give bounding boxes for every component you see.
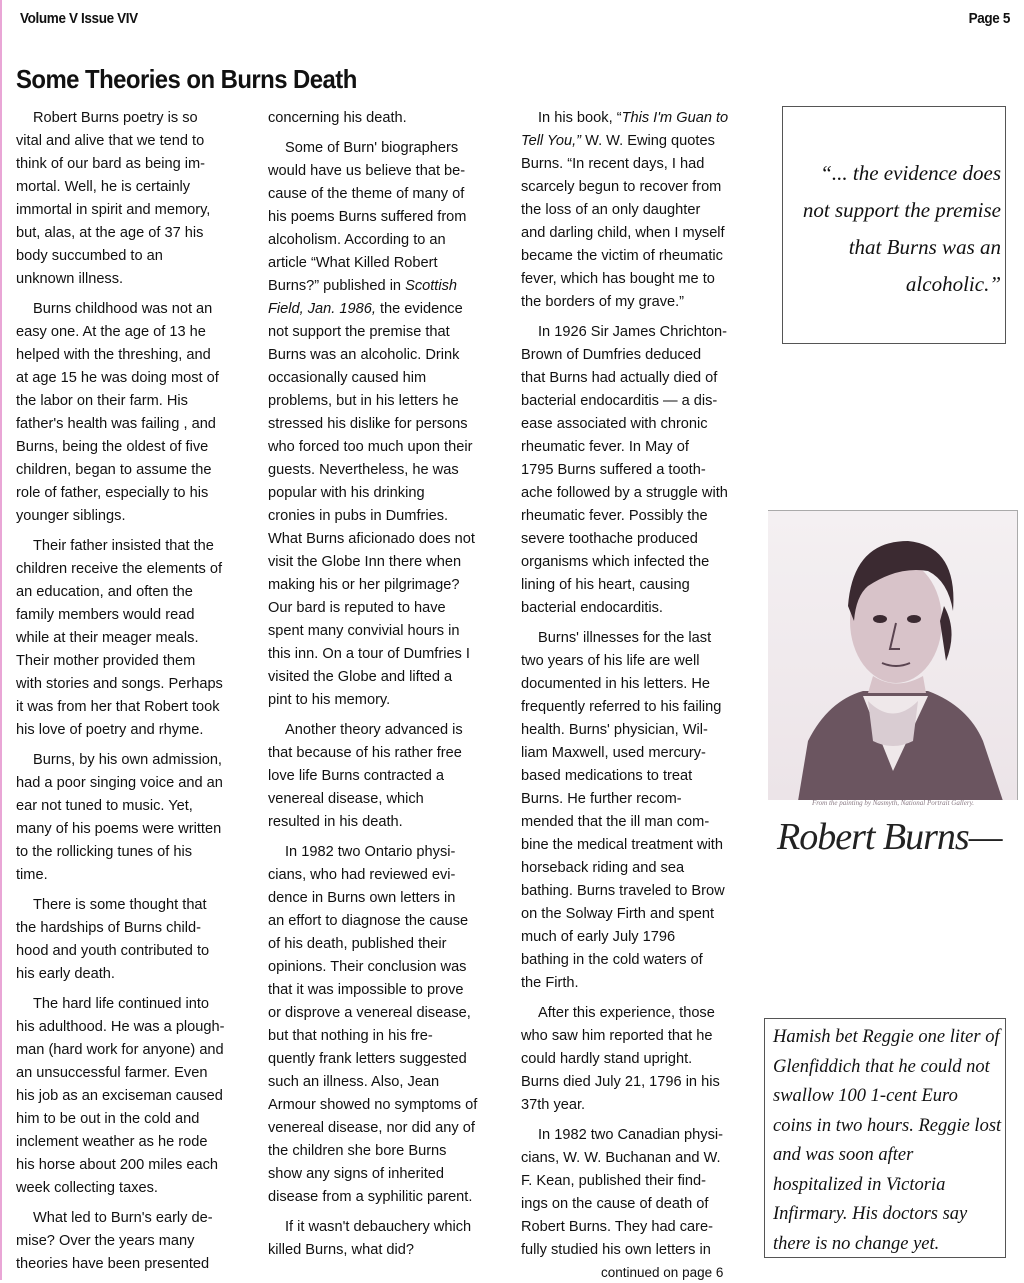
text-line: The hard life continued into <box>33 996 210 1012</box>
text-line: Burns, being the oldest of five <box>16 439 209 455</box>
text-line: younger siblings. <box>16 508 126 524</box>
text-line: but that nothing in his fre- <box>268 1028 433 1044</box>
volume-issue: Volume V Issue VIV <box>20 10 138 27</box>
text-line: and darling child, when I myself <box>521 225 725 241</box>
text-line: Some of Burn' biographers <box>285 140 459 156</box>
text-line: alcoholism. According to an <box>268 232 446 248</box>
text-line: Another theory advanced is <box>285 722 463 738</box>
text-line: helped with the threshing, and <box>16 347 211 363</box>
text-line: that it was impossible to prove <box>268 982 464 998</box>
text-line: Robert Burns. They had care- <box>521 1219 713 1235</box>
text-line: Their mother provided them <box>16 653 196 669</box>
text-line: based medications to treat <box>521 768 693 784</box>
text-line: week collecting taxes. <box>16 1180 158 1196</box>
continued-note: continued on page 6 <box>601 1265 724 1280</box>
text-line: bathing. Burns traveled to Brow <box>521 883 725 899</box>
italic-text: Scottish <box>405 278 458 294</box>
text-line: not support the premise that <box>268 324 450 340</box>
text-line: fully studied his own letters in <box>521 1242 711 1258</box>
text-line: ache followed by a struggle with <box>521 485 728 501</box>
text-line: of his death, published their <box>268 936 447 952</box>
text-line: ings on the cause of death of <box>521 1196 709 1212</box>
text-line: love life Burns contracted a <box>268 768 445 784</box>
paragraph <box>268 841 508 1209</box>
text-line: on the Solway Firth and spent <box>521 906 715 922</box>
text-line: rheumatic fever. Possibly the <box>521 508 708 524</box>
text-line: the labor on their farm. His <box>16 393 188 409</box>
note-line: there is no change yet. <box>773 1233 940 1254</box>
text-line: killed Burns, what did? <box>268 1242 415 1258</box>
text-line <box>521 107 761 130</box>
text-line: F. Kean, published their find- <box>521 1173 706 1189</box>
text-line: Burns, by his own admission, <box>33 752 222 768</box>
text-line: bathing in the cold waters of <box>521 952 703 968</box>
quote-line: not support the premise <box>802 198 1001 222</box>
text-line: Burns childhood was not an <box>33 301 213 317</box>
text-line: liam Maxwell, used mercury- <box>521 745 706 761</box>
text-line: vital and alive that we tend to <box>16 133 205 149</box>
text-line: What led to Burn's early de- <box>33 1210 213 1226</box>
text-line: at age 15 he was doing most of <box>16 370 219 386</box>
text-line: or disprove a venereal disease, <box>268 1005 471 1021</box>
paragraph <box>521 321 761 620</box>
text-line: immortal in spirit and memory, <box>16 202 211 218</box>
text-line: show any signs of inherited <box>268 1166 445 1182</box>
text-line: children, began to assume the <box>16 462 212 478</box>
text-line: time. <box>16 867 48 883</box>
paragraph <box>521 107 761 314</box>
paragraph <box>268 107 508 130</box>
paragraph <box>521 1002 761 1117</box>
text-line: ear not tuned to music. Yet, <box>16 798 193 814</box>
paragraph <box>16 1207 256 1276</box>
portrait-caption: From the painting by Nasmyth, National Portrait Gallery. <box>811 799 975 807</box>
text-line: mended that the ill man com- <box>521 814 710 830</box>
paragraph <box>268 1216 508 1262</box>
text-segment: the evidence <box>375 301 463 317</box>
text-line: the borders of my grave.” <box>521 294 685 310</box>
text-line: the loss of an only daughter <box>521 202 701 218</box>
article-column-1 <box>16 107 256 1283</box>
text-line: visit the Globe Inn there when <box>268 554 462 570</box>
text-line: rheumatic fever. In May of <box>521 439 689 455</box>
text-line: who saw him reported that he <box>521 1028 713 1044</box>
text-line: cause of the theme of many of <box>268 186 465 202</box>
text-line: hood and youth contributed to <box>16 943 210 959</box>
paragraph <box>268 719 508 834</box>
text-line: man (hard work for anyone) and <box>16 1042 224 1058</box>
paragraph <box>16 993 256 1200</box>
text-line: visited the Globe and lifted a <box>268 669 453 685</box>
text-line: the Firth. <box>521 975 579 991</box>
text-line: frequently referred to his failing <box>521 699 722 715</box>
text-line: while at their meager meals. <box>16 630 199 646</box>
note-line: Hamish bet Reggie one liter of <box>773 1027 1000 1047</box>
text-line: cians, who had reviewed evi- <box>268 867 456 883</box>
quote-line: that Burns was an <box>848 235 1001 259</box>
portrait-illustration <box>768 511 1018 800</box>
text-line: role of father, especially to his <box>16 485 209 501</box>
text-line: If it wasn't debauchery which <box>285 1219 472 1235</box>
italic-text: Tell You,” <box>521 133 582 149</box>
paragraph <box>16 535 256 742</box>
text-line: organisms which infected the <box>521 554 710 570</box>
text-line: Burns. He further recom- <box>521 791 682 807</box>
text-line: family members would read <box>16 607 195 623</box>
text-line: much of early July 1796 <box>521 929 676 945</box>
text-line <box>268 275 508 298</box>
article-column-2 <box>268 107 508 1269</box>
text-line: concerning his death. <box>268 110 407 126</box>
paragraph <box>16 749 256 887</box>
text-line: severe toothache produced <box>521 531 698 547</box>
paragraph <box>16 894 256 986</box>
text-line: occasionally caused him <box>268 370 427 386</box>
text-line: with stories and songs. Perhaps <box>16 676 223 692</box>
text-line: his early death. <box>16 966 115 982</box>
text-line: that Burns had actually died of <box>521 370 718 386</box>
text-line: his poems Burns suffered from <box>268 209 467 225</box>
text-line: the hardships of Burns child- <box>16 920 201 936</box>
text-line: 37th year. <box>521 1097 586 1113</box>
text-line: mortal. Well, he is certainly <box>16 179 191 195</box>
text-line: Armour showed no symptoms of <box>268 1097 478 1113</box>
text-line: resulted in his death. <box>268 814 403 830</box>
text-line: documented in his letters. He <box>521 676 711 692</box>
text-line: cronies in pubs in Dumfries. <box>268 508 449 524</box>
text-line: cians, W. W. Buchanan and W. <box>521 1150 721 1166</box>
text-line: many of his poems were written <box>16 821 222 837</box>
text-line: stressed his dislike for persons <box>268 416 468 432</box>
text-segment: W. W. Ewing quotes <box>581 133 715 149</box>
text-line: Burns. “In recent days, I had <box>521 156 705 172</box>
text-line: unknown illness. <box>16 271 124 287</box>
text-line: problems, but in his letters he <box>268 393 459 409</box>
text-line: an unsuccessful farmer. Even <box>16 1065 208 1081</box>
italic-text: Field, Jan. 1986, <box>268 301 376 317</box>
article-column-3 <box>521 107 761 1269</box>
italic-text: This I'm Guan to <box>621 110 729 126</box>
note-line: Glenfiddich that he could not <box>773 1056 990 1077</box>
note-line: coins in two hours. Reggie lost <box>773 1115 1002 1136</box>
text-line: easy one. At the age of 13 he <box>16 324 206 340</box>
text-line: scarcely begun to recover from <box>521 179 722 195</box>
text-line: Robert Burns poetry is so <box>33 110 198 126</box>
text-line: bacterial endocarditis — a dis- <box>521 393 718 409</box>
text-line: fever, which has bought me to <box>521 271 715 287</box>
text-line: had a poor singing voice and an <box>16 775 223 791</box>
text-line: After this experience, those <box>538 1005 715 1021</box>
quote-line: “... the evidence does <box>820 161 1001 185</box>
paragraph <box>16 107 256 291</box>
note-line: hospitalized in Victoria <box>773 1174 946 1195</box>
text-line: it was from her that Robert took <box>16 699 220 715</box>
text-line: venereal disease, which <box>268 791 424 807</box>
anecdote-box <box>764 1018 1006 1258</box>
text-line: bacterial endocarditis. <box>521 600 663 616</box>
text-line: mise? Over the years many <box>16 1233 195 1249</box>
text-line: theories have been presented <box>16 1256 210 1272</box>
note-line: and was soon after <box>773 1145 914 1165</box>
text-line: There is some thought that <box>33 897 207 913</box>
text-line: this inn. On a tour of Dumfries I <box>268 646 470 662</box>
text-line: spent many convivial hours in <box>268 623 460 639</box>
text-line: inclement weather as he rode <box>16 1134 208 1150</box>
text-line: What Burns aficionado does not <box>268 531 475 547</box>
text-line: ease associated with chronic <box>521 416 708 432</box>
text-line: pint to his memory. <box>268 692 391 708</box>
text-line: an education, and often the <box>16 584 193 600</box>
text-line: Our bard is reputed to have <box>268 600 446 616</box>
text-line: 1795 Burns suffered a tooth- <box>521 462 706 478</box>
signature: Robert Burns— <box>777 816 1002 858</box>
text-line: Burns died July 21, 1796 in his <box>521 1074 720 1090</box>
text-line: Brown of Dumfries deduced <box>521 347 702 363</box>
text-line: father's health was failing , and <box>16 416 216 432</box>
text-segment: In his book, “ <box>538 110 622 126</box>
robert-burns-portrait <box>768 510 1018 800</box>
paragraph <box>521 1124 761 1262</box>
text-line: Their father insisted that the <box>33 538 214 554</box>
text-line: children receive the elements of <box>16 561 223 577</box>
text-line: his adulthood. He was a plough- <box>16 1019 225 1035</box>
text-line: popular with his drinking <box>268 485 425 501</box>
text-line: In 1982 two Canadian physi- <box>538 1127 723 1143</box>
text-line: would have us believe that be- <box>268 163 466 179</box>
paragraph <box>521 627 761 995</box>
text-line: an effort to diagnose the cause <box>268 913 469 929</box>
text-line: In 1926 Sir James Chrichton- <box>538 324 727 340</box>
text-line: such an illness. Also, Jean <box>268 1074 440 1090</box>
article-title: Some Theories on Burns Death <box>16 64 357 94</box>
text-line: him to be out in the cold and <box>16 1111 200 1127</box>
text-line: venereal disease, nor did any of <box>268 1120 475 1136</box>
paragraph <box>268 137 508 712</box>
text-line: guests. Nevertheless, he was <box>268 462 459 478</box>
text-line: became the victim of rheumatic <box>521 248 723 264</box>
text-line: could hardly stand upright. <box>521 1051 693 1067</box>
text-line: article “What Killed Robert <box>268 255 438 271</box>
note-line: Infirmary. His doctors say <box>773 1204 968 1224</box>
text-line: In 1982 two Ontario physi- <box>285 844 456 860</box>
text-line: dence in Burns own letters in <box>268 890 456 906</box>
text-line: disease from a syphilitic parent. <box>268 1189 473 1205</box>
text-line: body succumbed to an <box>16 248 163 264</box>
text-segment: Burns?” published in <box>268 278 406 294</box>
text-line: but, alas, at the age of 37 his <box>16 225 204 241</box>
text-line <box>268 298 508 321</box>
text-line: quently frank letters suggested <box>268 1051 467 1067</box>
text-line: to the rollicking tunes of his <box>16 844 193 860</box>
text-line: his love of poetry and rhyme. <box>16 722 204 738</box>
text-line: his job as an exciseman caused <box>16 1088 223 1104</box>
text-line: who forced too much upon their <box>268 439 473 455</box>
pull-quote <box>782 106 1006 344</box>
text-line: the children she bore Burns <box>268 1143 447 1159</box>
paragraph <box>16 298 256 528</box>
note-line: swallow 100 1-cent Euro <box>773 1086 958 1106</box>
text-line: two years of his life are well <box>521 653 700 669</box>
text-line: health. Burns' physician, Wil- <box>521 722 708 738</box>
text-line: making his or her pilgrimage? <box>268 577 460 593</box>
text-line: think of our bard as being im- <box>16 156 206 172</box>
text-line: that because of his rather free <box>268 745 462 761</box>
text-line: horseback riding and sea <box>521 860 685 876</box>
text-line: Burns was an alcoholic. Drink <box>268 347 460 363</box>
text-line <box>521 130 761 153</box>
page-number: Page 5 <box>968 10 1010 27</box>
text-line: his horse about 200 miles each <box>16 1157 219 1173</box>
text-line: lining of his heart, causing <box>521 577 690 593</box>
text-line: opinions. Their conclusion was <box>268 959 467 975</box>
text-line: Burns' illnesses for the last <box>538 630 712 646</box>
quote-line: alcoholic.” <box>905 272 1001 296</box>
text-line: bine the medical treatment with <box>521 837 723 853</box>
